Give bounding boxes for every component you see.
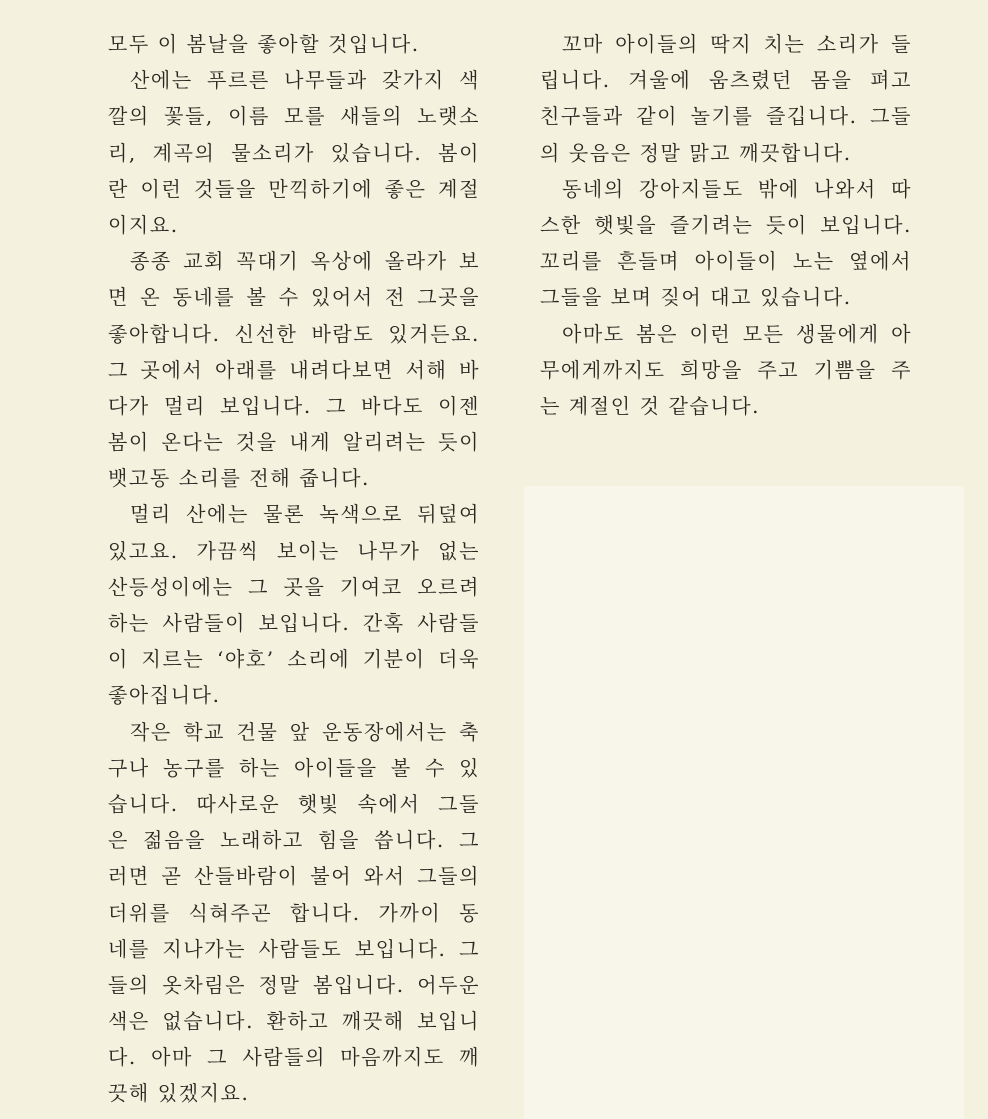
text-line: 그들을 보며 짖어 대고 있습니다.: [540, 285, 852, 310]
text-line: 멀리 산에는 물론 녹색으로 뒤덮여: [130, 502, 480, 527]
text-line: 산에는 푸르른 나무들과 갖가지 색: [130, 68, 480, 93]
text-line: 좋아합니다. 신선한 바람도 있거든요.: [108, 321, 480, 346]
text-line: 은 젊음을 노래하고 힘을 씁니다. 그: [108, 828, 480, 853]
text-line: 친구들과 같이 놀기를 즐깁니다. 그들: [540, 104, 912, 129]
text-line: 색은 없습니다. 환하고 깨끗해 보입니: [108, 1009, 480, 1034]
text-line: 이 지르는 ‘야호’ 소리에 기분이 더욱: [108, 647, 480, 672]
text-line: 있고요. 가끔씩 보이는 나무가 없는: [108, 538, 480, 563]
text-line: 이지요.: [108, 212, 179, 237]
text-line: 다가 멀리 보입니다. 그 바다도 이젠: [108, 393, 480, 418]
text-line: 좋아집니다.: [108, 683, 221, 708]
text-line: 면 온 동네를 볼 수 있어서 전 그곳을: [108, 285, 480, 310]
text-line: 구나 농구를 하는 아이들을 볼 수 있: [108, 755, 480, 780]
text-line: 동네의 강아지들도 밖에 나와서 따: [562, 176, 912, 201]
text-line: 그 곳에서 아래를 내려다보면 서해 바: [108, 357, 480, 382]
text-line: 리, 계곡의 물소리가 있습니다. 봄이: [108, 140, 480, 165]
text-line: 는 계절인 것 같습니다.: [540, 393, 761, 418]
text-line: 습니다. 따사로운 햇빛 속에서 그들: [108, 791, 480, 816]
text-line: 다. 아마 그 사람들의 마음까지도 깨: [108, 1045, 480, 1070]
text-line: 산등성이에는 그 곳을 기여코 오르려: [108, 574, 480, 599]
text-line: 뱃고동 소리를 전해 줍니다.: [108, 466, 370, 491]
text-line: 봄이 온다는 것을 내게 알리려는 듯이: [108, 430, 480, 455]
text-line: 란 이런 것들을 만끽하기에 좋은 계절: [108, 176, 480, 201]
text-line: 립니다. 겨울에 움츠렸던 몸을 펴고: [540, 68, 912, 93]
text-line: 꼬마 아이들의 딱지 치는 소리가 들: [562, 32, 912, 56]
text-line: 들의 옷차림은 정말 봄입니다. 어두운: [108, 972, 480, 997]
text-line: 모두 이 봄날을 좋아할 것입니다.: [108, 32, 420, 56]
text-line: 꼬리를 흔들며 아이들이 노는 옆에서: [540, 249, 912, 274]
text-line: 작은 학교 건물 앞 운동장에서는 축: [130, 719, 480, 744]
text-line: 하는 사람들이 보입니다. 간혹 사람들: [108, 611, 480, 635]
text-line: 더위를 식혀주곤 합니다. 가까이 동: [108, 900, 480, 925]
text-line: 스한 햇빛을 즐기려는 듯이 보입니다.: [540, 212, 912, 237]
text-line: 러면 곧 산들바람이 불어 와서 그들의: [108, 864, 480, 889]
left-text-column: [108, 26, 480, 1112]
text-line: 깔의 꽃들, 이름 모를 새들의 노랫소: [108, 104, 480, 129]
right-text-column: [540, 26, 912, 424]
text-line: 무에게까지도 희망을 주고 기쁨을 주: [540, 357, 912, 382]
blank-paper-area: [524, 486, 964, 1119]
text-line: 의 웃음은 정말 맑고 깨끗합니다.: [540, 140, 852, 165]
text-line: 끗해 있겠지요.: [108, 1081, 250, 1106]
text-line: 종종 교회 꼭대기 옥상에 올라가 보: [130, 249, 480, 274]
text-line: 네를 지나가는 사람들도 보입니다. 그: [108, 936, 480, 961]
text-line: 아마도 봄은 이런 모든 생물에게 아: [562, 321, 912, 346]
